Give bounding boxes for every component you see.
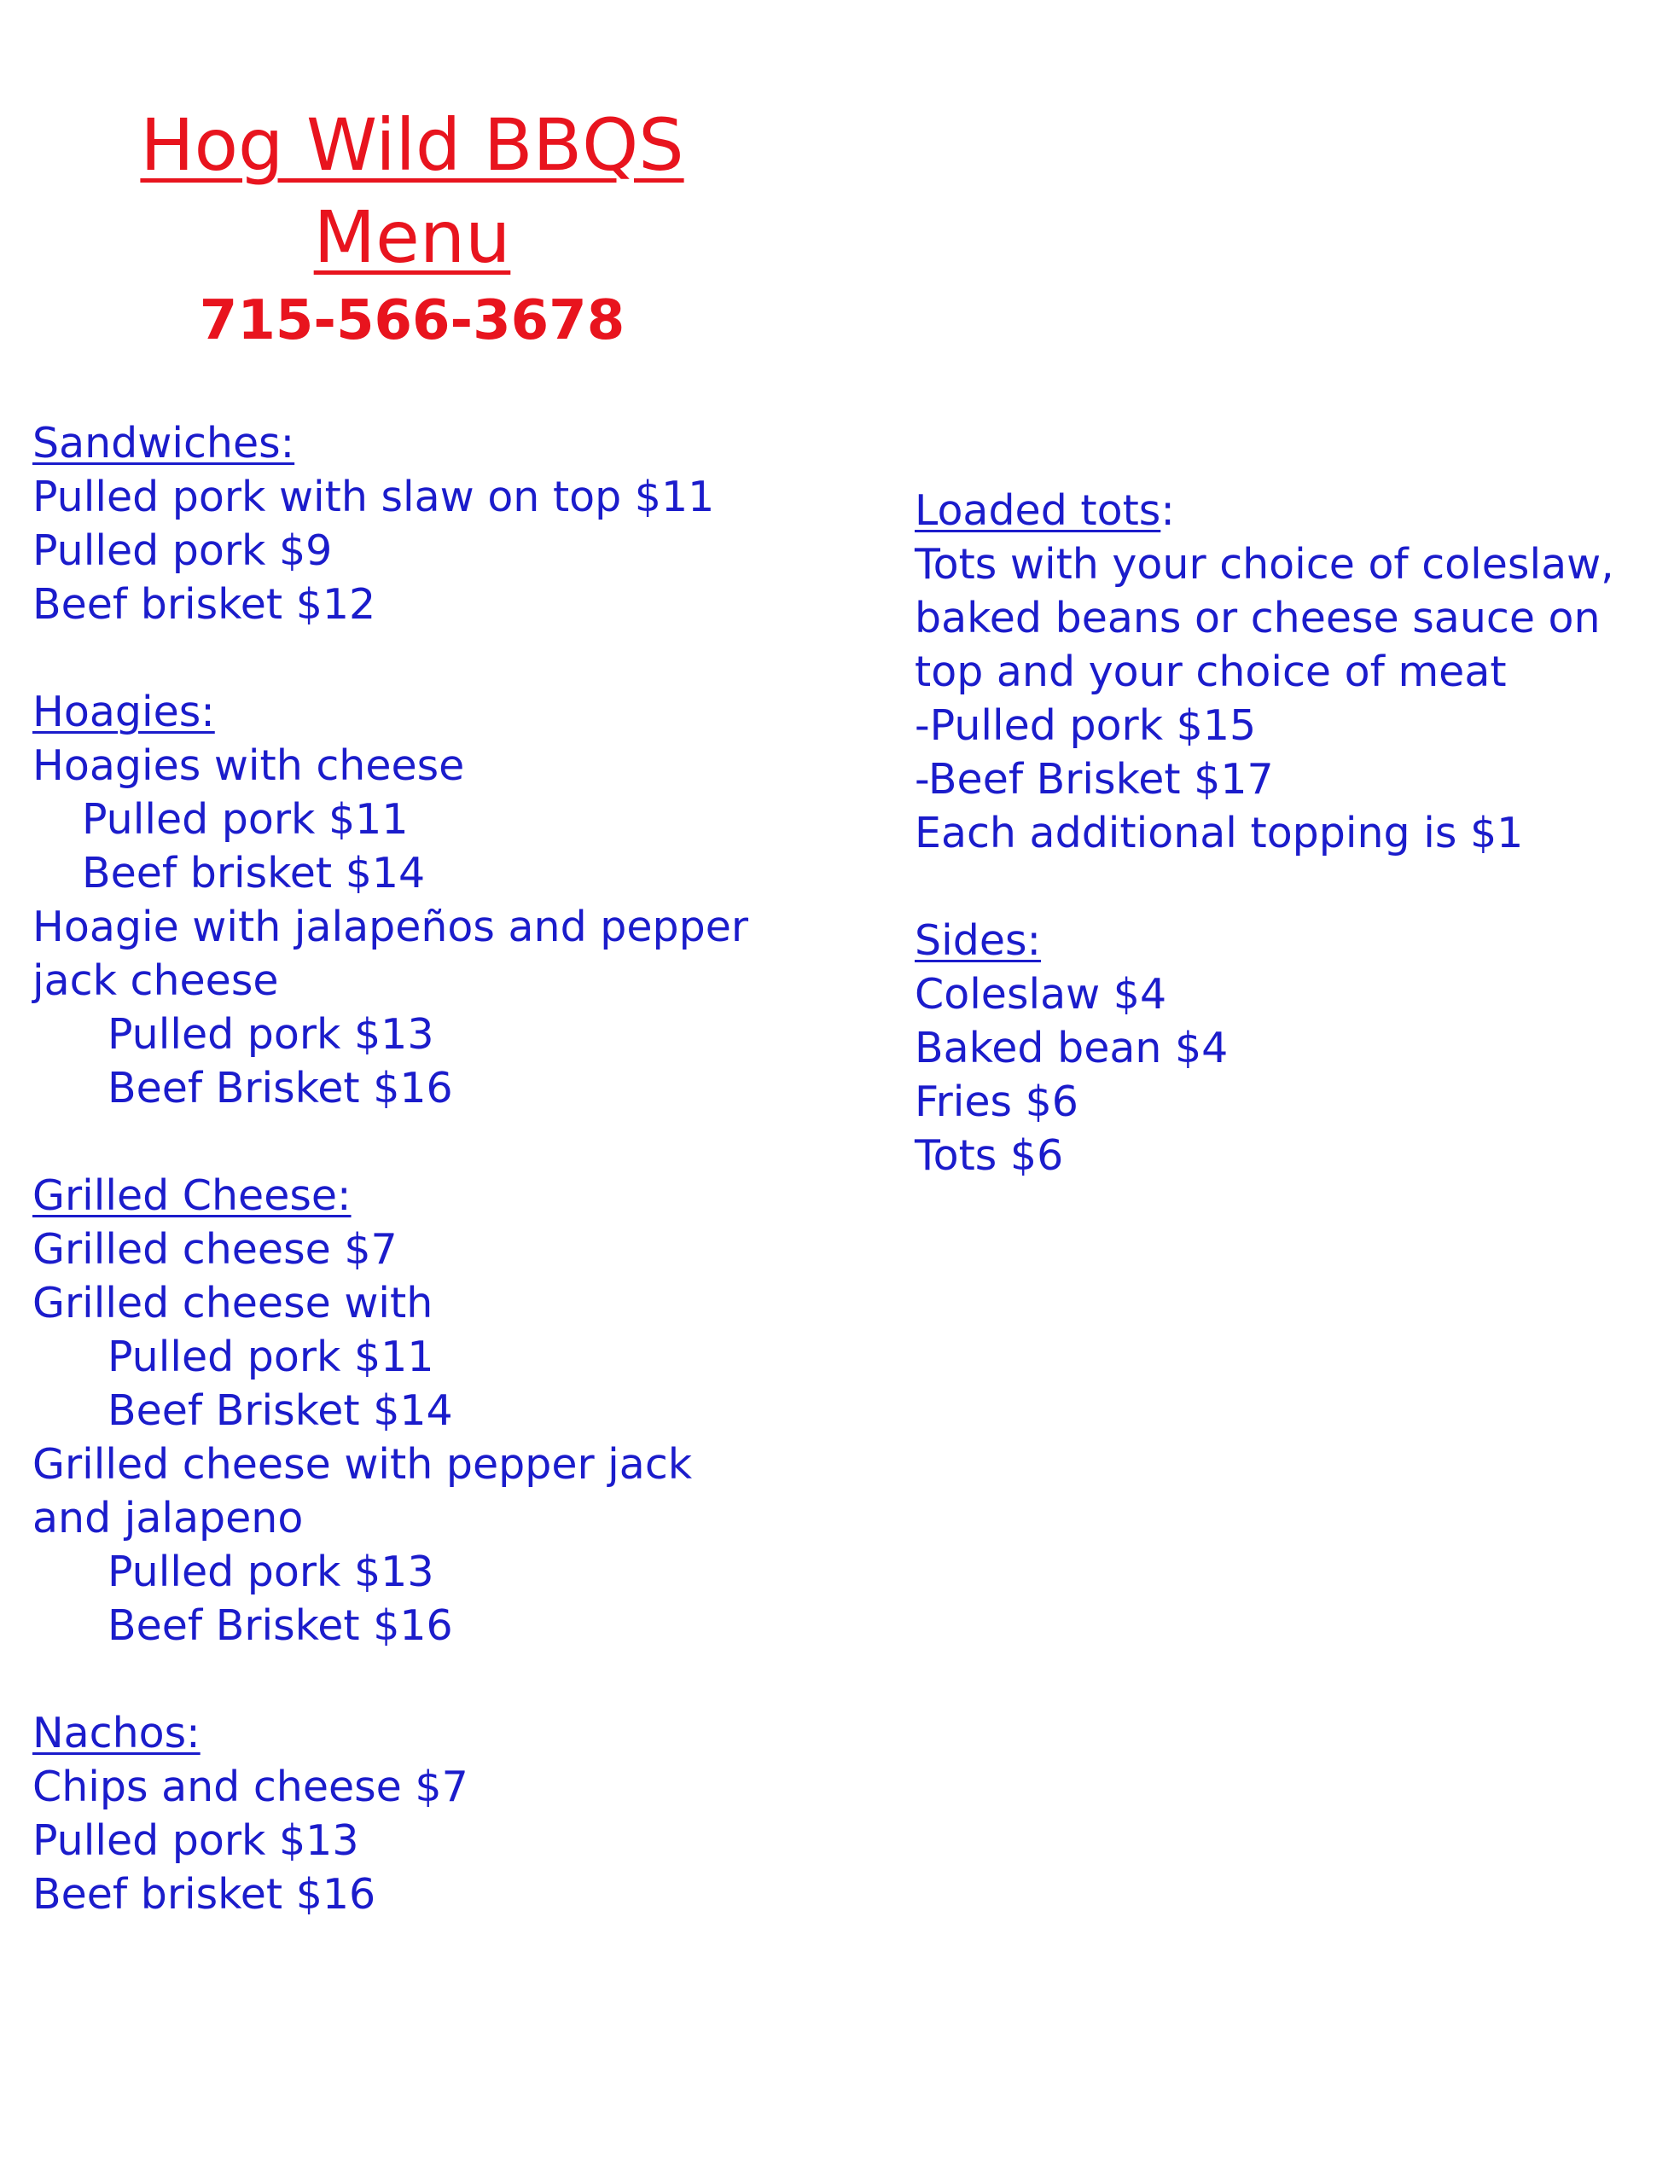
section-heading-loaded-tots (915, 484, 1665, 537)
menu-item: Beef Brisket $14 (108, 1386, 453, 1435)
menu-item: Chips and cheese $7 (32, 1763, 468, 1811)
menu-note: Each additional topping is $1 (915, 809, 1524, 857)
section-heading-hoagies: Hoagies: (32, 688, 215, 736)
phone-number: 715-566-3678 (199, 289, 625, 352)
menu-description: Tots with your choice of coleslaw, (915, 540, 1614, 589)
menu-group-label: Grilled cheese with pepper jack (32, 1440, 693, 1489)
spacer (32, 631, 800, 685)
menu-item: Tots $6 (915, 1131, 1064, 1180)
menu-item: Pulled pork $11 (82, 795, 409, 844)
menu-group-label: jack cheese (32, 956, 279, 1005)
menu-group-label: Grilled cheese with (32, 1279, 433, 1327)
menu-item: Beef brisket $12 (32, 580, 376, 629)
section-hoagies (32, 685, 800, 1115)
section-loaded-tots (915, 484, 1665, 860)
menu-title: Hog Wild BBQS (140, 103, 684, 187)
loaded-tots-heading-text: Loaded tots (915, 486, 1161, 535)
menu-item: Pulled pork with slaw on top $11 (32, 473, 715, 521)
menu-item: Pulled pork $13 (108, 1548, 434, 1596)
menu-item: Grilled cheese $7 (32, 1225, 398, 1274)
menu-group-label: Hoagies with cheese (32, 741, 465, 790)
menu-description: baked beans or cheese sauce on (915, 594, 1601, 642)
section-heading-grilled-cheese: Grilled Cheese: (32, 1171, 352, 1220)
spacer (32, 1653, 800, 1706)
loaded-tots-heading-colon: : (1160, 486, 1175, 535)
spacer (32, 1115, 800, 1169)
section-heading-sandwiches: Sandwiches: (32, 419, 295, 468)
menu-item: Beef brisket $16 (32, 1870, 376, 1919)
menu-item: Coleslaw $4 (915, 970, 1167, 1019)
spacer (915, 860, 1665, 914)
menu-item: Baked bean $4 (915, 1024, 1229, 1072)
section-nachos (32, 1706, 800, 1921)
section-sides (915, 914, 1665, 1182)
menu-subtitle: Menu (313, 195, 511, 279)
menu-group-label: Hoagie with jalapeños and pepper (32, 903, 749, 951)
menu-item: Pulled pork $13 (108, 1010, 434, 1059)
menu-item: Pulled pork $9 (32, 526, 333, 575)
menu-group-label: and jalapeno (32, 1494, 304, 1542)
menu-item: Pulled pork $13 (32, 1816, 359, 1865)
section-grilled-cheese (32, 1169, 800, 1653)
menu-item: -Pulled pork $15 (915, 701, 1257, 750)
section-heading-nachos: Nachos: (32, 1709, 201, 1757)
menu-description: top and your choice of meat (915, 648, 1507, 696)
menu-item: Fries $6 (915, 1077, 1078, 1126)
section-heading-sides: Sides: (915, 916, 1042, 965)
left-column (32, 416, 800, 1921)
menu-item: Beef Brisket $16 (108, 1064, 453, 1112)
menu-item: -Beef Brisket $17 (915, 755, 1274, 804)
section-sandwiches (32, 416, 800, 631)
menu-item: Pulled pork $11 (108, 1333, 434, 1381)
menu-item: Beef Brisket $16 (108, 1601, 453, 1650)
menu-item: Beef brisket $14 (82, 849, 426, 897)
right-column (915, 484, 1665, 1182)
